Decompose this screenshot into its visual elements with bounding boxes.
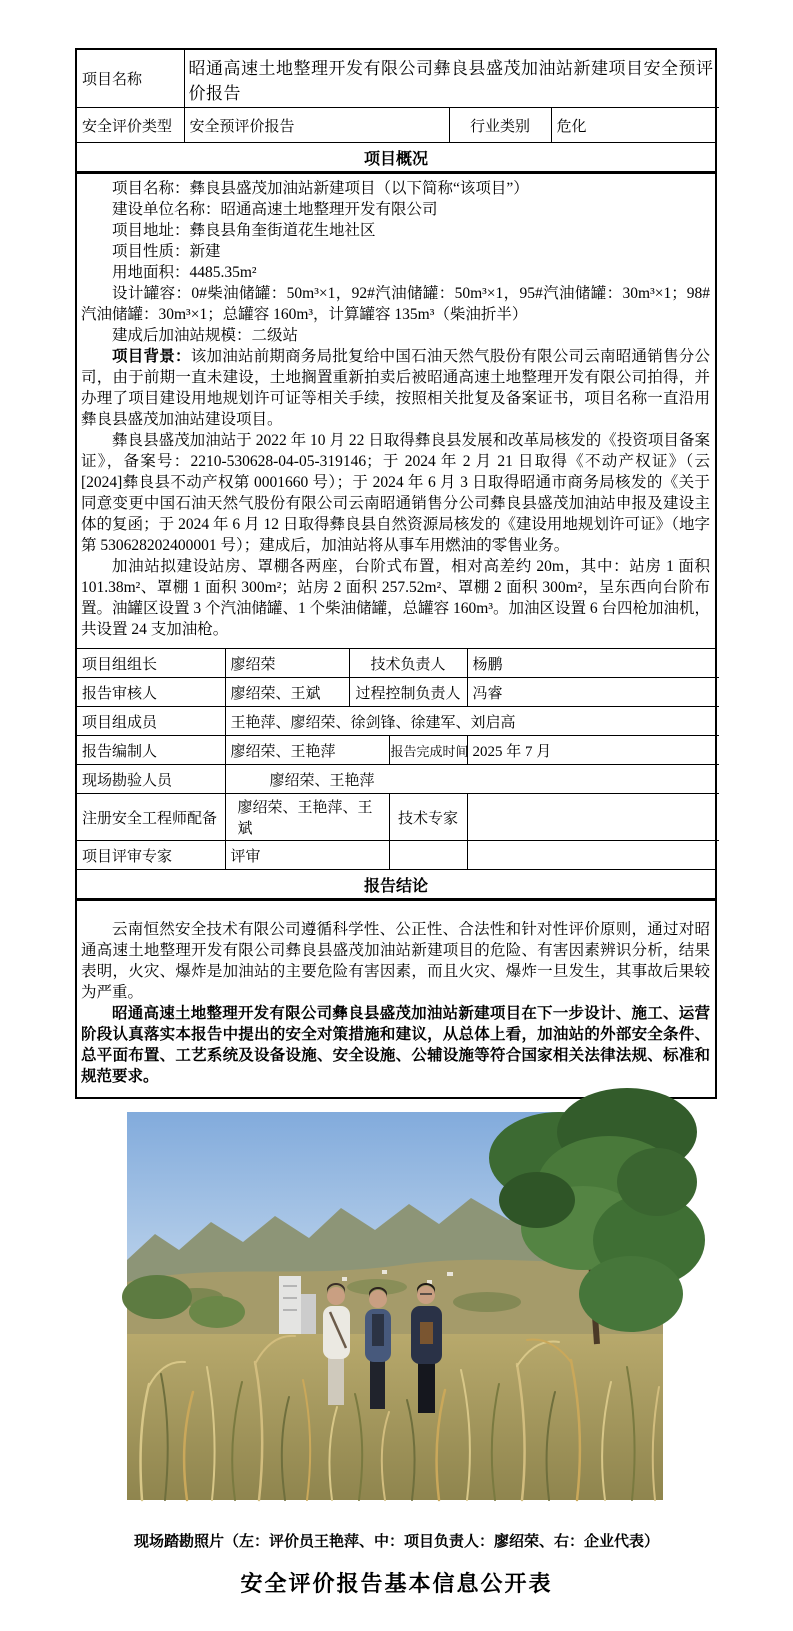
conclusion-body bbox=[77, 901, 715, 1097]
empty-cell bbox=[467, 841, 719, 870]
safety-engineer-value: 廖绍荣、王艳萍、王斌 bbox=[225, 794, 389, 841]
site-survey-value: 廖绍荣、王艳萍 bbox=[225, 765, 719, 794]
tech-lead-value: 杨鹏 bbox=[467, 649, 719, 678]
overview-item: 项目名称：彝良县盛茂加油站新建项目（以下简称“该项目”） bbox=[112, 180, 529, 197]
conclusion-paragraph-1: 云南恒然安全技术有限公司遵循科学性、公正性、合法性和针对性评价原则，通过对昭通高速土地整理开发有限公司彝良县盛茂加油站新建项目的危险、有害因素辨识分析，结果表明，火灾、爆炸是加油站的主要危险有害因素，而且火灾、爆炸一旦发生，其事故后果较为严重。 bbox=[81, 921, 710, 1001]
overview-header: 项目概况 bbox=[77, 142, 715, 174]
site-survey-label: 现场勘验人员 bbox=[77, 765, 225, 794]
project-name-label: 项目名称 bbox=[77, 50, 184, 108]
tech-lead-label: 技术负责人 bbox=[349, 649, 467, 678]
approvals-paragraph: 彝良县盛茂加油站于 2022 年 10 月 22 日取得彝良县发展和改革局核发的《投资项目备案证》，备案号：2210-530628-04-05-319146；于 2024 年 2 月 21 日取得《不动产权证》（云[2024]彝良县不动产权第 0001660 号）；于 2024 年 6 月 3 日取得昭通市商务局核发的《关于同意变更中国石油天然气股份有限公司云南昭通销售分公司彝良县盛茂加油站申报及建设主体的复函；于 2024 年 6 月 12 日取得彝良县自然资源局核发的《建设用地规划许可证》（地字第 530628202400001 号）；建成后，加油站将从事车用燃油的零售业务。 bbox=[81, 432, 710, 554]
photo-caption: 现场踏勘照片（左：评价员王艳萍、中：项目负责人：廖绍荣、右：企业代表） bbox=[133, 1533, 659, 1550]
info-table bbox=[77, 50, 719, 142]
team-leader-value: 廖绍荣 bbox=[225, 649, 349, 678]
members-label: 项目组成员 bbox=[77, 707, 225, 736]
tech-expert-value bbox=[467, 794, 719, 841]
review-expert-value: 评审 bbox=[225, 841, 389, 870]
site-photo bbox=[127, 1112, 663, 1500]
review-expert-label: 项目评审专家 bbox=[77, 841, 225, 870]
table-row bbox=[77, 841, 719, 870]
overview-item: 建成后加油站规模：二级站 bbox=[112, 327, 299, 344]
eval-type-label: 安全评价类型 bbox=[77, 108, 184, 143]
completion-time-value: 2025 年 7 月 bbox=[467, 736, 719, 765]
completion-time-label: 报告完成时间 bbox=[389, 736, 467, 765]
members-value: 王艳萍、廖绍荣、徐剑锋、徐建军、刘启高 bbox=[225, 707, 719, 736]
reviewer-label: 报告审核人 bbox=[77, 678, 225, 707]
table-row bbox=[77, 707, 719, 736]
layout-paragraph: 加油站拟建设站房、罩棚各两座，台阶式布置，相对高差约 20m，其中：站房 1 面积 101.38m²、罩棚 1 面积 300m²；站房 2 面积 257.52m²、罩棚 2 面积 300m²，呈东西向台阶布置。油罐区设置 3 个汽油储罐、1 个柴油储罐，总罐容 160m³。加油区设置 6 台四枪加油机，共设置 24 支加油枪。 bbox=[81, 558, 710, 638]
safety-engineer-label: 注册安全工程师配备 bbox=[77, 794, 225, 841]
empty-cell bbox=[389, 841, 467, 870]
table-row bbox=[77, 794, 719, 841]
team-table bbox=[77, 649, 719, 869]
background-label: 项目背景： bbox=[112, 348, 191, 365]
overview-item: 建设单位名称：昭通高速土地整理开发有限公司 bbox=[112, 201, 438, 218]
compiler-label: 报告编制人 bbox=[77, 736, 225, 765]
overview-body bbox=[77, 174, 715, 649]
reviewer-value: 廖绍荣、王斌 bbox=[225, 678, 349, 707]
overview-item: 设计罐容：0#柴油储罐：50m³×1，92#汽油储罐：50m³×1，95#汽油储罐：30m³×1；98#汽油储罐：30m³×1；总罐容 160m³，计算罐容 135m³（柴油折半） bbox=[81, 285, 710, 323]
industry-label: 行业类别 bbox=[449, 108, 551, 143]
overview-item: 项目性质：新建 bbox=[112, 243, 221, 260]
table-row bbox=[77, 765, 719, 794]
conclusion-header: 报告结论 bbox=[77, 869, 715, 901]
project-name-value: 昭通高速土地整理开发有限公司彝良县盛茂加油站新建项目安全预评价报告 bbox=[184, 50, 719, 108]
compiler-value: 廖绍荣、王艳萍 bbox=[225, 736, 389, 765]
table-row bbox=[77, 736, 719, 765]
page-title: 安全评价报告基本信息公开表 bbox=[240, 1571, 553, 1597]
process-control-value: 冯睿 bbox=[467, 678, 719, 707]
report-table bbox=[75, 48, 717, 1099]
team-leader-label: 项目组组长 bbox=[77, 649, 225, 678]
process-control-label: 过程控制负责人 bbox=[349, 678, 467, 707]
tech-expert-label: 技术专家 bbox=[389, 794, 467, 841]
overview-item: 用地面积：4485.35m² bbox=[112, 264, 257, 281]
conclusion-paragraph-2: 昭通高速土地整理开发有限公司彝良县盛茂加油站新建项目在下一步设计、施工、运营阶段认真落实本报告中提出的安全对策措施和建议，从总体上看，加油站的外部安全条件、总平面布置、工艺系统及设备设施、安全设施、公辅设施等符合国家相关法律法规、标准和规范要求。 bbox=[81, 1005, 710, 1085]
background-paragraph bbox=[81, 346, 710, 430]
background-text: 该加油站前期商务局批复给中国石油天然气股份有限公司云南昭通销售分公司，由于前期一直未建设，土地搁置重新拍卖后被昭通高速土地整理开发有限公司拍得，并办理了项目建设用地规划许可证等相关手续，按照相关批复及备案证书，项目名称一直沿用彝良县盛茂加油站建设项目。 bbox=[81, 348, 710, 428]
table-row bbox=[77, 649, 719, 678]
table-row bbox=[77, 678, 719, 707]
eval-type-value: 安全预评价报告 bbox=[184, 108, 449, 143]
overview-item: 项目地址：彝良县角奎街道花生地社区 bbox=[112, 222, 376, 239]
page bbox=[0, 48, 793, 1631]
industry-value: 危化 bbox=[551, 108, 719, 143]
